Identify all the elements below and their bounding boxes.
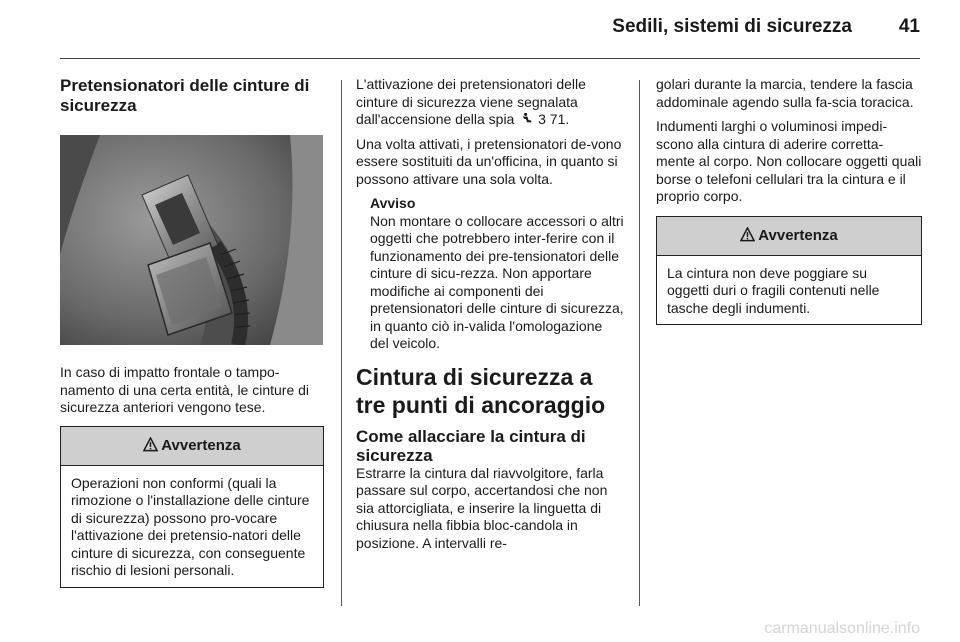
warning-header [61, 427, 323, 466]
column-3 [656, 76, 922, 325]
note-block [370, 195, 624, 353]
subsection-title-fasten: Come allacciare la cintura di sicurezza [356, 426, 586, 465]
warning-box [60, 426, 324, 588]
paragraph-activation [356, 76, 624, 129]
note-text: Non montare o collocare accessori o altri oggetti che potrebbero inter-ferire con il funzionamento dei pre-tensionatori delle cinture di sicu-rezza. Non apportare modifiche ai componenti dei pretensionatori delle cinture di sicurezza, in quanto ciò in-valida l'omologazione del veicolo. [370, 212, 624, 351]
note-title: Avviso [370, 195, 416, 211]
paragraph-replace: Una volta attivati, i pretensionatori de-vono essere sostituiti da un'officina, in quanto si possono attivare una sola volta. [356, 135, 622, 187]
paragraph-impact: In caso di impatto frontale o tampo-namento di una certa entità, le cinture di sicurezza anteriori vengono tese. [60, 364, 310, 415]
column-divider-2 [639, 80, 640, 606]
pretensioner-warning-light-icon [521, 112, 534, 125]
column-2 [356, 76, 624, 559]
warning-text: La cintura non deve poggiare su oggetti duri o fragili contenuti nelle tasche degli indumenti. [667, 264, 880, 316]
paragraph-tension: golari durante la marcia, tendere la fascia addominale agendo sulla fa-scia toracica. [656, 76, 914, 110]
warning-title: Avvertenza [758, 226, 838, 244]
header-rule [60, 58, 920, 59]
warning-text: Operazioni non conformi (quali la rimozione o l'installazione delle cinture di sicurezza) possono pro-vocare l'attivazione dei pretensio-natori delle cinture di sicurezza, con conseguente rischio di lesioni personali. [71, 474, 310, 578]
section-title-three-point-belt: Cintura di sicurezza a tre punti di ancoraggio [356, 363, 606, 418]
paragraph-clothing: Indumenti larghi o voluminosi impedi-scono alla cintura di aderire corretta-mente al corpo. Non collocare oggetti quali borse o telefoni cellulari tra la cintura e il proprio corpo. [656, 118, 922, 204]
column-1 [60, 76, 324, 588]
seat-belt-buckle-photo [60, 135, 323, 345]
paragraph-fasten: Estrarre la cintura dal riavvolgitore, farla passare sul corpo, accertandosi che non sia attorcigliata, e inserire la linguetta di chiusura nella fibbia bloc-candola in posizione. A intervalli re- [356, 464, 608, 551]
column-divider-1 [341, 80, 342, 606]
paragraph-activation-text: L'attivazione dei pretensionatori delle cinture di sicurezza viene segnalata dall'accensione della spia [356, 76, 586, 127]
warning-triangle-icon [740, 227, 755, 242]
watermark: carmanualsonline.info [764, 620, 920, 637]
warning-triangle-icon [143, 437, 158, 452]
warning-title: Avvertenza [161, 436, 241, 454]
page-reference: 3 71. [538, 111, 570, 127]
warning-box [656, 216, 922, 326]
section-heading-pretensioners: Pretensionatori delle cinture di sicurezza [60, 76, 310, 115]
page-header-title: Sedili, sistemi di sicurezza [612, 16, 852, 37]
warning-header [657, 217, 921, 256]
page-number: 41 [898, 16, 920, 37]
